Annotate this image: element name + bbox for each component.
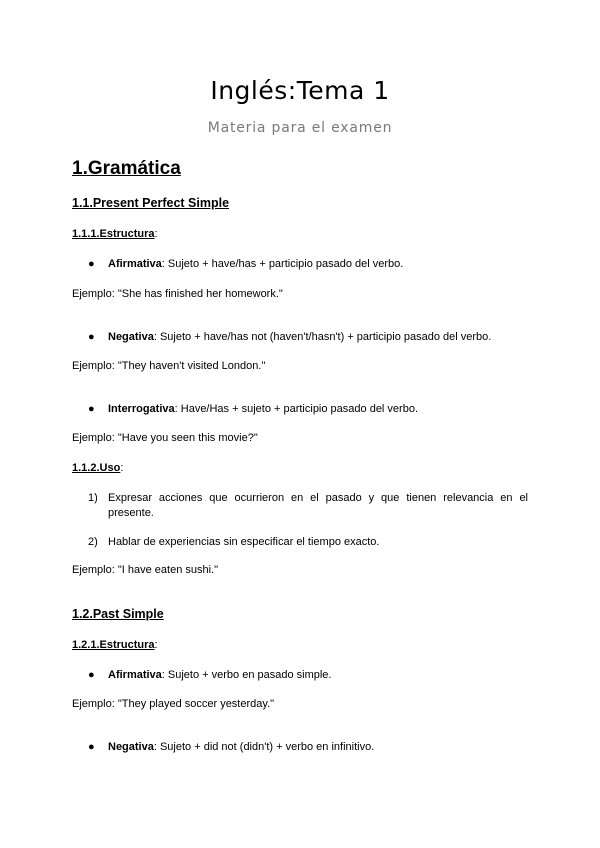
subsection-heading-present-perfect: 1.1.Present Perfect Simple bbox=[72, 196, 230, 210]
bullet-icon: ● bbox=[88, 258, 95, 270]
bullet-item-interrogativa: ● Interrogativa: Have/Has + sujeto + participio pasado del verbo. bbox=[88, 403, 419, 415]
subsection-heading-past-simple: 1.2.Past Simple bbox=[72, 607, 164, 621]
example-text: Ejemplo: "She has finished her homework." bbox=[72, 288, 283, 300]
example-text: Ejemplo: "They played soccer yesterday." bbox=[72, 698, 275, 710]
numbered-item: 2) Hablar de experiencias sin especificar el tiempo exacto. bbox=[88, 536, 380, 548]
example-text: Ejemplo: "They haven't visited London." bbox=[72, 360, 266, 372]
subsubsection-heading-estructura: 1.1.1.Estructura: bbox=[72, 228, 158, 240]
subsubsection-heading-estructura: 1.2.1.Estructura: bbox=[72, 639, 158, 651]
numbered-item: 1) Expresar acciones que ocurrieron en el pasado y que tienen relevancia en el presente. bbox=[88, 492, 528, 519]
bullet-item-afirmativa: ● Afirmativa: Sujeto + have/has + participio pasado del verbo. bbox=[88, 258, 404, 270]
bullet-icon: ● bbox=[88, 741, 95, 753]
bullet-icon: ● bbox=[88, 669, 95, 681]
document-title: Inglés:Tema 1 bbox=[210, 76, 390, 105]
bullet-item-negativa: ● Negativa: Sujeto + did not (didn't) + verbo en infinitivo. bbox=[88, 741, 375, 753]
section-heading-gramatica: 1.Gramática bbox=[72, 158, 181, 179]
example-text: Ejemplo: "Have you seen this movie?" bbox=[72, 432, 258, 444]
bullet-item-negativa: ● Negativa: Sujeto + have/has not (haven't/hasn't) + participio pasado del verbo. bbox=[88, 331, 492, 343]
bullet-icon: ● bbox=[88, 331, 95, 343]
bullet-item-afirmativa: ● Afirmativa: Sujeto + verbo en pasado simple. bbox=[88, 669, 332, 681]
subsubsection-heading-uso: 1.1.2.Uso: bbox=[72, 462, 124, 474]
bullet-icon: ● bbox=[88, 403, 95, 415]
document-subtitle: Materia para el examen bbox=[207, 120, 393, 136]
example-text: Ejemplo: "I have eaten sushi." bbox=[72, 564, 219, 576]
